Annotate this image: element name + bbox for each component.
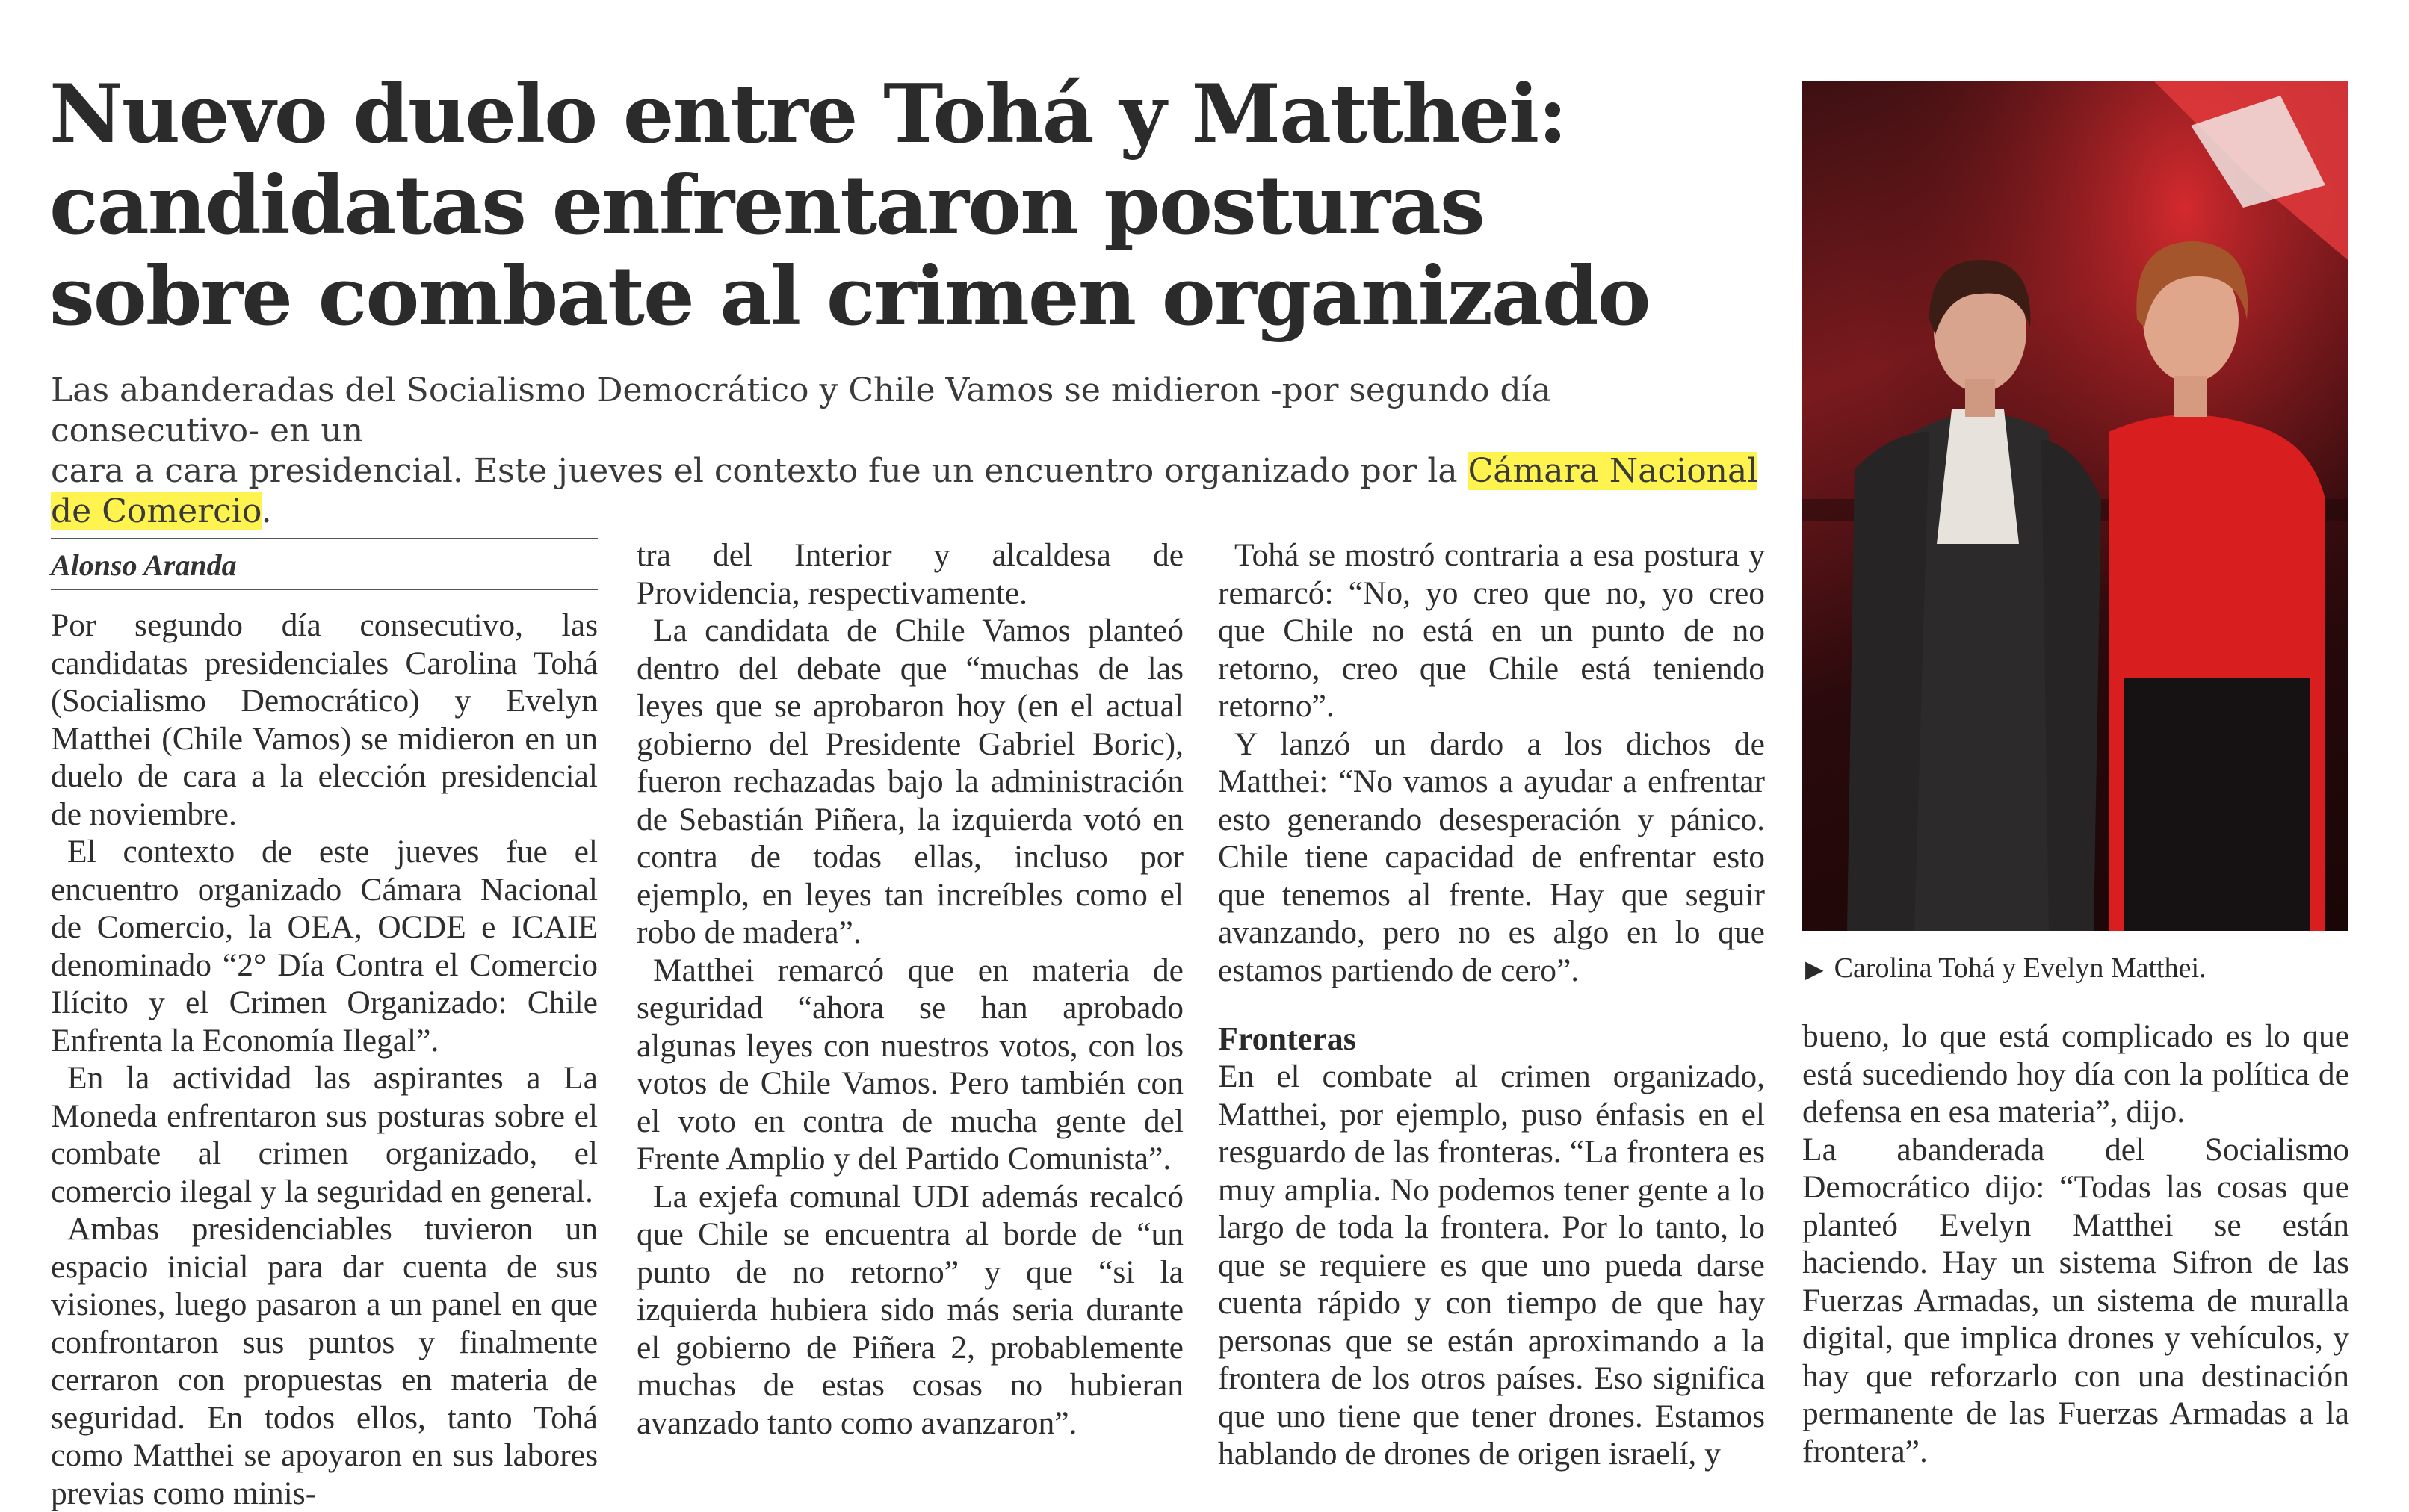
headline-line-1: Nuevo duelo entre Tohá y Matthei: [49, 67, 1566, 161]
deck-line-2: cara a cara presidencial. Este jueves el contexto fue un encuentro organizado por la [51, 452, 1468, 490]
paragraph: tra del Interior y alcaldesa de Providencia, respectivamente. [637, 537, 1184, 611]
paragraph: Ambas presidenciables tuvieron un espacio inicial para dar cuenta de sus visiones, luego pasaron a un panel en que confrontaron sus puntos y finalmente cerraron con propuestas en materia de seguridad. En todos ellos, tanto Tohá como Matthei se apoyaron en sus labores previas como minis- [51, 1211, 598, 1511]
paragraph: Y lanzó un dardo a los dichos de Matthei: “No vamos a ayudar a enfrentar esto generando desesperación y pánico. Chile tiene capacidad de enfrentar esto que tenemos al frente. Hay que seguir avanzando, pero no es algo en lo que estamos partiendo de cero”. [1218, 725, 1765, 988]
candidates-photo [1802, 81, 2348, 931]
paragraph: La abanderada del Socialismo Democrático dijo: “Todas las cosas que planteó Evelyn Matthei se están haciendo. Hay un sistema Sifron de las Fuerzas Armadas, un sistema de muralla digital, que implica drones y vehículos, y hay que reforzarlo con una destinación permanente de las Fuerzas Armadas a la frontera”. [1802, 1131, 2349, 1469]
deck-summary [51, 371, 1769, 532]
article-column-2 [637, 536, 1184, 1442]
deck-line-1: Las abanderadas del Socialismo Democrático y Chile Vamos se midieron -por segundo día consecutivo- en un [51, 371, 1551, 450]
headline-line-2: candidatas enfrentaron posturas [49, 158, 1484, 252]
paragraph: Tohá se mostró contraria a esa postura y remarcó: “No, yo creo que no, yo creo que Chile no está en un punto de no retorno, creo que Chile está teniendo retorno”. [1218, 537, 1765, 724]
paragraph: bueno, lo que está complicado es lo que está sucediendo hoy día con la política de defensa en esa materia”, dijo. [1802, 1018, 2349, 1130]
highlighted-text: Cámara Nacional de Comercio [51, 452, 1758, 530]
headline [49, 69, 1768, 342]
article-column-4 [1802, 1017, 2349, 1470]
byline-box [51, 538, 598, 590]
section-subhead: Fronteras [1218, 1020, 1356, 1057]
deck-line-2-end: . [261, 492, 272, 530]
article-column-1 [51, 532, 598, 1512]
paragraph: El contexto de este jueves fue el encuentro organizado Cámara Nacional de Comercio, la OEA, OCDE e ICAIE denominado “2° Día Contra el Comercio Ilícito y el Crimen Organizado: Chile Enfrenta la Economía Ilegal”. [51, 834, 598, 1059]
caption-text: Carolina Tohá y Evelyn Matthei. [1834, 952, 2207, 984]
article-column-3 [1218, 536, 1765, 1473]
byline: Alonso Aranda [51, 548, 237, 582]
photo-illustration [1802, 81, 2348, 931]
paragraph: En el combate al crimen organizado, Matthei, por ejemplo, puso énfasis en el resguardo de las fronteras. “La frontera es muy amplia. No podemos tener gente a lo largo de toda la frontera. Por lo tanto, lo que se requiere es que uno pueda darse cuenta rápido y con tiempo de que hay personas que se están aproximando a la frontera de los otros países. Eso significa que uno tiene que tener drones. Estamos hablando de drones de origen israelí, y [1218, 1059, 1765, 1472]
paragraph: Matthei remarcó que en materia de seguridad “ahora se han aprobado algunas leyes con nuestros votos, con los votos de Chile Vamos. Pero también con el voto en contra de mucha gente del Frente Amplio y del Partido Comunista”. [637, 952, 1184, 1177]
photo-caption [1805, 952, 2351, 985]
paragraph: La candidata de Chile Vamos planteó dentro del debate que “muchas de las leyes que se aprobaron hoy (en el actual gobierno del Presidente Gabriel Boric), fueron rechazadas bajo la administración de Sebastián Piñera, la izquierda votó en contra de todas ellas, incluso por ejemplo, en leyes tan increíbles como el robo de madera”. [637, 613, 1184, 950]
paragraph: En la actividad las aspirantes a La Moneda enfrentaron sus posturas sobre el combate al crimen organizado, el comercio ilegal y la seguridad en general. [51, 1060, 598, 1209]
paragraph: La exjefa comunal UDI además recalcó que Chile se encuentra al borde de “un punto de no retorno” y que “si la izquierda hubiera sido más seria durante el gobierno de Piñera 2, probablemente muchas de estas cosas no hubieran avanzado tanto como avanzaron”. [637, 1178, 1184, 1441]
paragraph: Por segundo día consecutivo, las candidatas presidenciales Carolina Tohá (Socialismo Democrático) y Evelyn Matthei (Chile Vamos) se midieron en un duelo de cara a la elección presidencial de noviembre. [51, 607, 598, 832]
headline-line-3: sobre combate al crimen organizado [49, 250, 1650, 344]
caption-arrow-icon: ▶ [1805, 955, 1824, 982]
